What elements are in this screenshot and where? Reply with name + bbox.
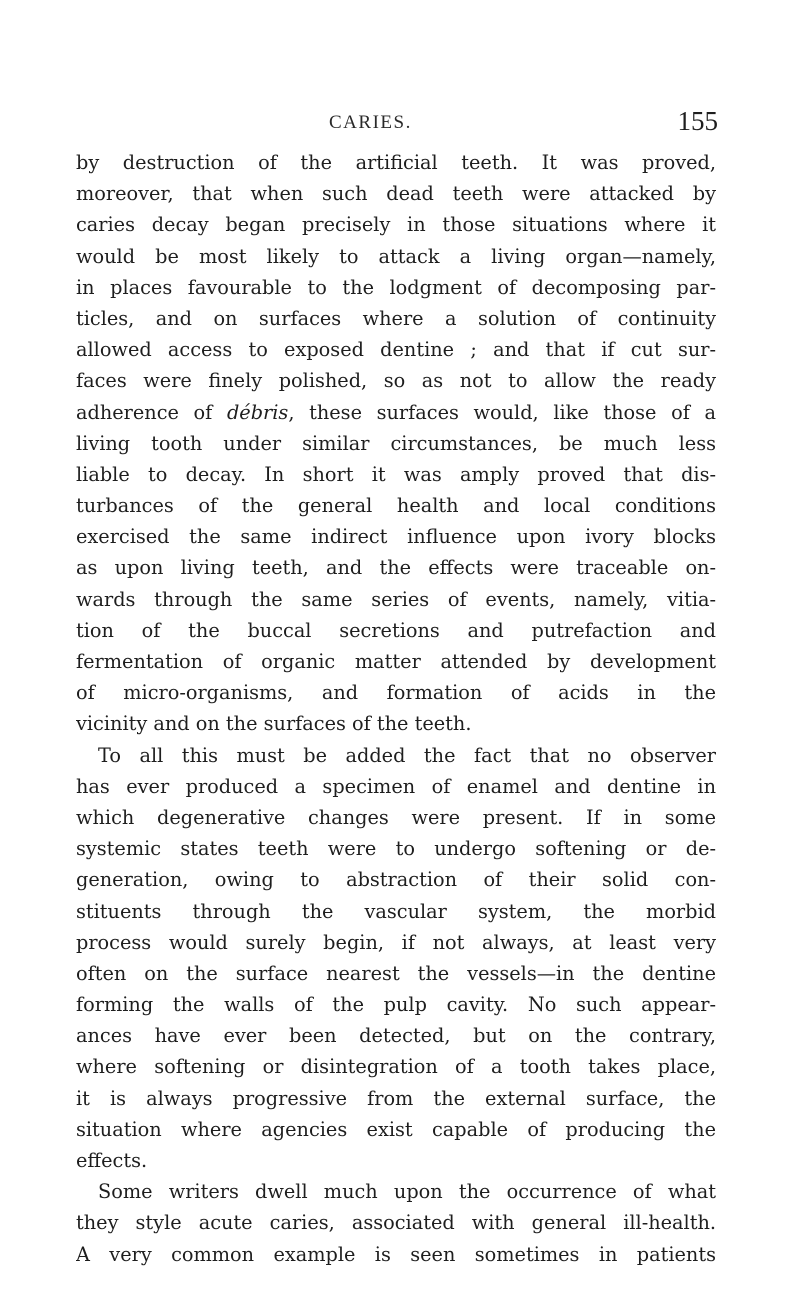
text-line: often on the surface nearest the vessels—in the dentine [76, 961, 716, 985]
text-line: turbances of the general health and local conditions [76, 494, 716, 518]
text-line: ances have ever been detected, but on the contrary, [76, 1024, 716, 1048]
text-line: they style acute caries, associated with general ill-health. [76, 1211, 716, 1235]
text-line: tion of the buccal secretions and putrefaction and [76, 618, 716, 642]
text-line: caries decay began precisely in those situations where it [76, 213, 716, 237]
text-line: faces were finely polished, so as not to allow the ready [76, 369, 716, 393]
text-line: has ever produced a specimen of enamel and dentine in [76, 774, 716, 798]
text-line: as upon living teeth, and the effects were traceable on- [76, 556, 716, 580]
text-line: which degenerative changes were present. If in some [76, 805, 716, 829]
text-line: in places favourable to the lodgment of decomposing par- [76, 275, 716, 299]
text-line: fermentation of organic matter attended by development [76, 650, 716, 673]
text-line: of micro-organisms, and formation of acids in the [76, 681, 716, 705]
text-line: allowed access to exposed dentine ; and that if cut sur- [76, 338, 716, 362]
text-line: where softening or disintegration of a tooth takes place, [76, 1055, 716, 1079]
text-line: by destruction of the artificial teeth. It was proved, [76, 151, 716, 174]
italic-term-debris: débris [226, 400, 289, 424]
text-line: moreover, that when such dead teeth were attacked by [76, 182, 716, 206]
text-line: stituents through the vascular system, the morbid [76, 899, 716, 923]
text-fragment: adherence of [76, 400, 227, 424]
body-text [76, 147, 716, 1270]
text-line: would be most likely to attack a living organ—namely, [76, 244, 716, 268]
text-line: exercised the same indirect influence upon ivory blocks [76, 525, 716, 549]
text-line-with-italic [76, 397, 716, 428]
text-line: living tooth under similar circumstances, be much less [76, 431, 716, 455]
text-line: forming the walls of the pulp cavity. No such appear- [76, 993, 716, 1017]
text-line: A very common example is seen sometimes in patients [76, 1242, 716, 1266]
text-fragment: , these surfaces would, like those of a [288, 400, 716, 424]
paragraph-start-line: Some writers dwell much upon the occurrence of what [98, 1180, 716, 1204]
text-line: ticles, and on surfaces where a solution of continuity [76, 306, 716, 330]
paragraph-end-line: effects. [76, 1149, 148, 1172]
running-title: CARIES. [329, 112, 412, 133]
text-line: process would surely begin, if not always, at least very [76, 930, 716, 954]
text-line: liable to decay. In short it was amply proved that dis- [76, 462, 716, 486]
text-line: generation, owing to abstraction of their solid con- [76, 868, 716, 892]
text-line: wards through the same series of events, namely, vitia- [76, 587, 716, 611]
running-header [76, 108, 716, 134]
paragraph-end-line: vicinity and on the surfaces of the teeth. [76, 712, 472, 736]
paragraph-start-line: To all this must be added the fact that no observer [98, 743, 716, 767]
text-line: systemic states teeth were to undergo softening or de- [76, 837, 716, 861]
page-number: 155 [677, 106, 718, 136]
text-line: it is always progressive from the external surface, the [76, 1086, 716, 1110]
text-line: situation where agencies exist capable of producing the [76, 1117, 716, 1141]
